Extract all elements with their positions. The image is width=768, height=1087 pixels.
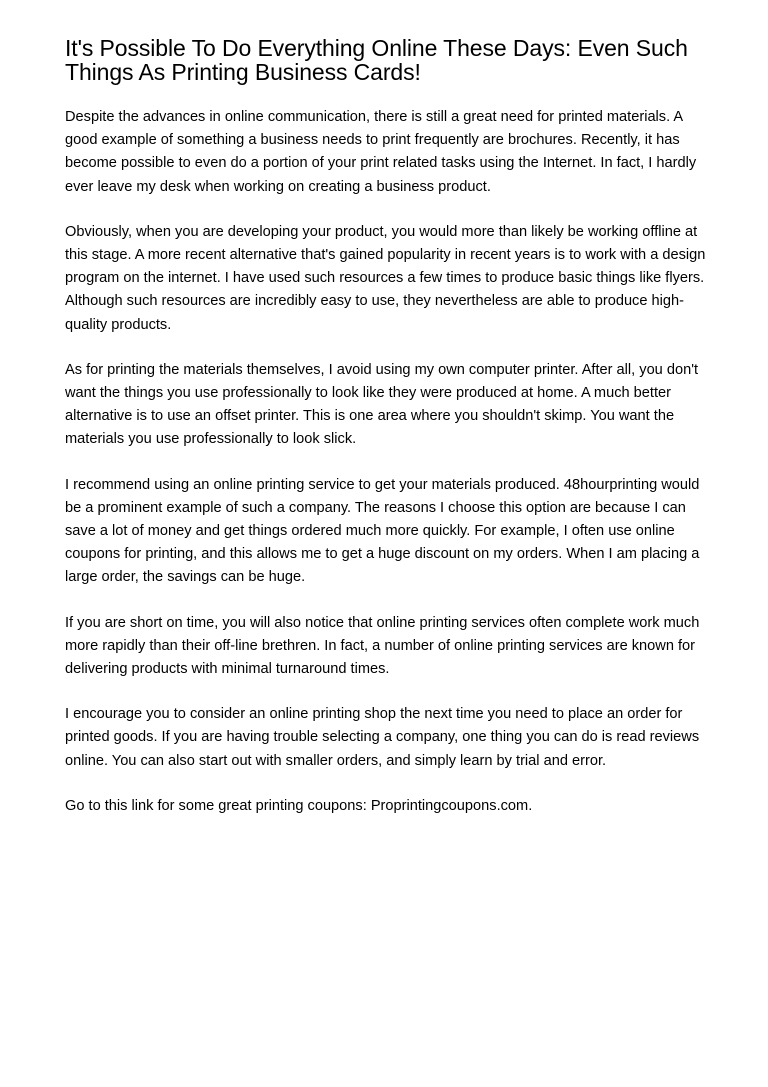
paragraph-1: Despite the advances in online communication, there is still a great need for printed materials. A good example of something a business needs to print frequently are brochures. Recently, it has become possible to even do a portion of your print related tasks using the Internet. In fact, I hardly ever leave my desk when working on creating a business product. [65,109,697,195]
paragraph-2: Obviously, when you are developing your product, you would more than likely be working offline at this stage. A more recent alternative that's gained popularity in recent years is to work with a design program on the internet. I have used such resources a few times to produce basic things like flyers. Although such resources are incredibly easy to use, they nevertheless are able to produce high-quality products. [65,223,706,333]
paragraph-3: As for printing the materials themselves, I avoid using my own computer printer. After all, you don't want the things you use professionally to look like they were produced at home. A much better alternative is to use an offset printer. This is one area where you shouldn't skimp. You want the materials you use professionally to look slick. [65,361,699,448]
paragraph-7: Go to this link for some great printing coupons: Proprintingcoupons.com. [65,797,533,814]
paragraph-5: If you are short on time, you will also notice that online printing services often complete work much more rapidly than their off-line brethren. In fact, a number of online printing services are known for delivering products with minimal turnaround times. [65,614,700,678]
paragraph-6: I encourage you to consider an online printing shop the next time you need to place an order for printed goods. If you are having trouble selecting a company, one thing you can do is read reviews online. You can also start out with smaller orders, and simply learn by trial and error. [65,706,700,769]
paragraph-4: I recommend using an online printing service to get your materials produced. 48hourprinting would be a prominent example of such a company. The reasons I choose this option are because I can save a lot of money and get things ordered much more quickly. For example, I often use online coupons for printing, and this allows me to get a huge discount on my orders. When I am placing a large order, the savings can be huge. [65,476,700,586]
document-page [65,36,715,840]
document-title: It's Possible To Do Everything Online These Days: Even Such Things As Printing Business Cards! [65,35,688,85]
